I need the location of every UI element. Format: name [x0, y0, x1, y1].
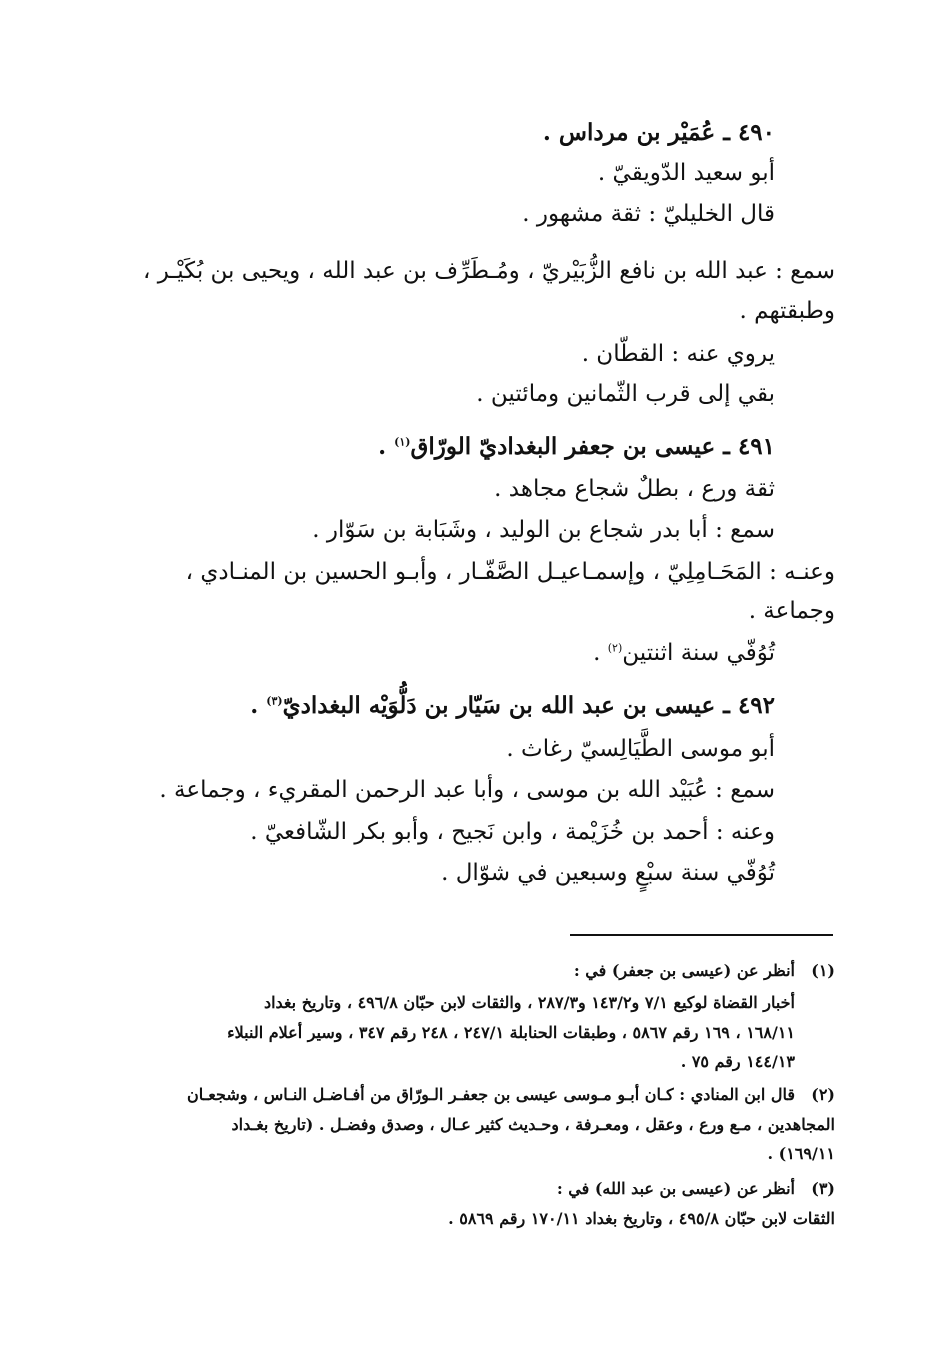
- footnote-divider: [570, 934, 833, 936]
- entry-491-anhu-line2: وجماعة .: [748, 598, 835, 624]
- entry-490-khalili: قال الخليليّ : ثقة مشهور .: [522, 201, 775, 227]
- entry-492-sami: سمع : عُبَيْد الله بن موسى ، وأبا عبد الرحمن المقريء ، وجماعة .: [159, 777, 775, 803]
- footnote-3-line2: الثقات لابن حبّان ٤٩٥/٨ ، وتاريخ بغداد ١٧٠/١١ رقم ٥٨٦٩ .: [448, 1209, 835, 1228]
- footnote-1-number: (١): [811, 961, 835, 980]
- footnote-1-line2: أخبار القضاة لوكيع ٧/١ و١٤٣/٢ و٢٨٧/٣ ، والثقات لابن حبّان ٤٩٦/٨ ، وتاريخ بغداد: [263, 993, 795, 1012]
- entry-492-heading: [250, 689, 775, 723]
- entry-490-sami-line2: وطبقتهم .: [739, 298, 835, 324]
- footnote-2-line3: ١٦٩/١١) .: [767, 1144, 835, 1163]
- footnote-2-line2: المجاهدين ، مـع ورع ، وعقل ، ومعـرفة ، وحـديث كثير عـال ، وصدق وفضـل . (تاريخ بغـداد: [231, 1115, 835, 1134]
- footnote-3-number: (٣): [811, 1179, 835, 1198]
- entry-491-tuwuffi-end: .: [593, 640, 608, 666]
- footnote-2-number: (٢): [811, 1085, 835, 1104]
- entry-492-heading-text: ٤٩٢ ـ عيسى بن عبد الله بن سَيّار بن دَلُّوَيْه البغداديّ: [282, 692, 775, 719]
- footnote-ref-2: (٢): [607, 641, 623, 655]
- footnote-1-line4: ١٤٤/١٣ رقم ٧٥ .: [680, 1052, 795, 1071]
- entry-492-anhu: وعنه : أحمد بن خُزَيْمة ، وابن نَجيح ، وأبو بكر الشّافعيّ .: [250, 819, 775, 845]
- footnote-2-line1: قال ابن المنادي : كـان أبـو مـوسى عيسى بن جعفـر الـورّاق من أفـاضـل النـاس ، وشجعـان: [186, 1085, 795, 1104]
- entry-491-heading: [378, 430, 775, 464]
- footnote-ref-1: (١): [394, 435, 411, 449]
- entry-492-tuwuffi: تُوُفّي سنة سبْعٍ وسبعين في شوّال .: [441, 860, 775, 886]
- footnote-1-line3: ١٦٨/١١ ، ١٦٩ رقم ٥٨٦٧ ، وطبقات الحنابلة ٢٤٧/١ ، ٢٤٨ رقم ٣٤٧ ، وسير أعلام النبلاء: [227, 1023, 795, 1042]
- footnote-1-line1: أنظر عن (عيسى بن جعفر) في :: [573, 961, 795, 980]
- entry-492-heading-end: .: [250, 692, 267, 719]
- entry-492-kunya: أبو موسى الطَّيَالِسيّ رغاث .: [506, 736, 775, 762]
- entry-491-thiqa: ثقة ورع ، بطلٌ شجاع مجاهد .: [494, 476, 775, 502]
- footnote-3-line1: أنظر عن (عيسى بن عبد الله) في :: [556, 1179, 795, 1198]
- entry-491-tuwuffi: [593, 636, 775, 670]
- entry-490-sami-line1: سمع : عبد الله بن نافع الزُّبَيْريّ ، ومُـطَرِّف بن عبد الله ، ويحيى بن بُكَيْـر ،: [143, 258, 835, 284]
- entry-491-heading-end: .: [378, 433, 395, 460]
- entry-490-yarwi: يروي عنه : القطّان .: [581, 341, 775, 367]
- entry-490-kunya: أبو سعيد الدّويقيّ .: [597, 160, 775, 186]
- entry-491-heading-text: ٤٩١ ـ عيسى بن جعفر البغداديّ الورّاق: [410, 433, 775, 460]
- entry-491-sami: سمع : أبا بدر شجاع بن الوليد ، وشَبَابة بن سَوّار .: [312, 517, 775, 543]
- entry-490-baqi: بقي إلى قرب الثّمانين ومائتين .: [476, 381, 775, 407]
- entry-490-heading: ٤٩٠ ـ عُمَيْر بن مرداس .: [542, 119, 775, 146]
- footnote-ref-3: (٣): [266, 694, 283, 708]
- entry-491-anhu-line1: وعنـه : المَحَـامِلِيّ ، وإسمـاعيـل الصَّفّـار ، وأبـو الحسين بن المنـادي ،: [185, 559, 835, 585]
- entry-491-tuwuffi-text: تُوُفّي سنة اثنتين: [622, 640, 775, 666]
